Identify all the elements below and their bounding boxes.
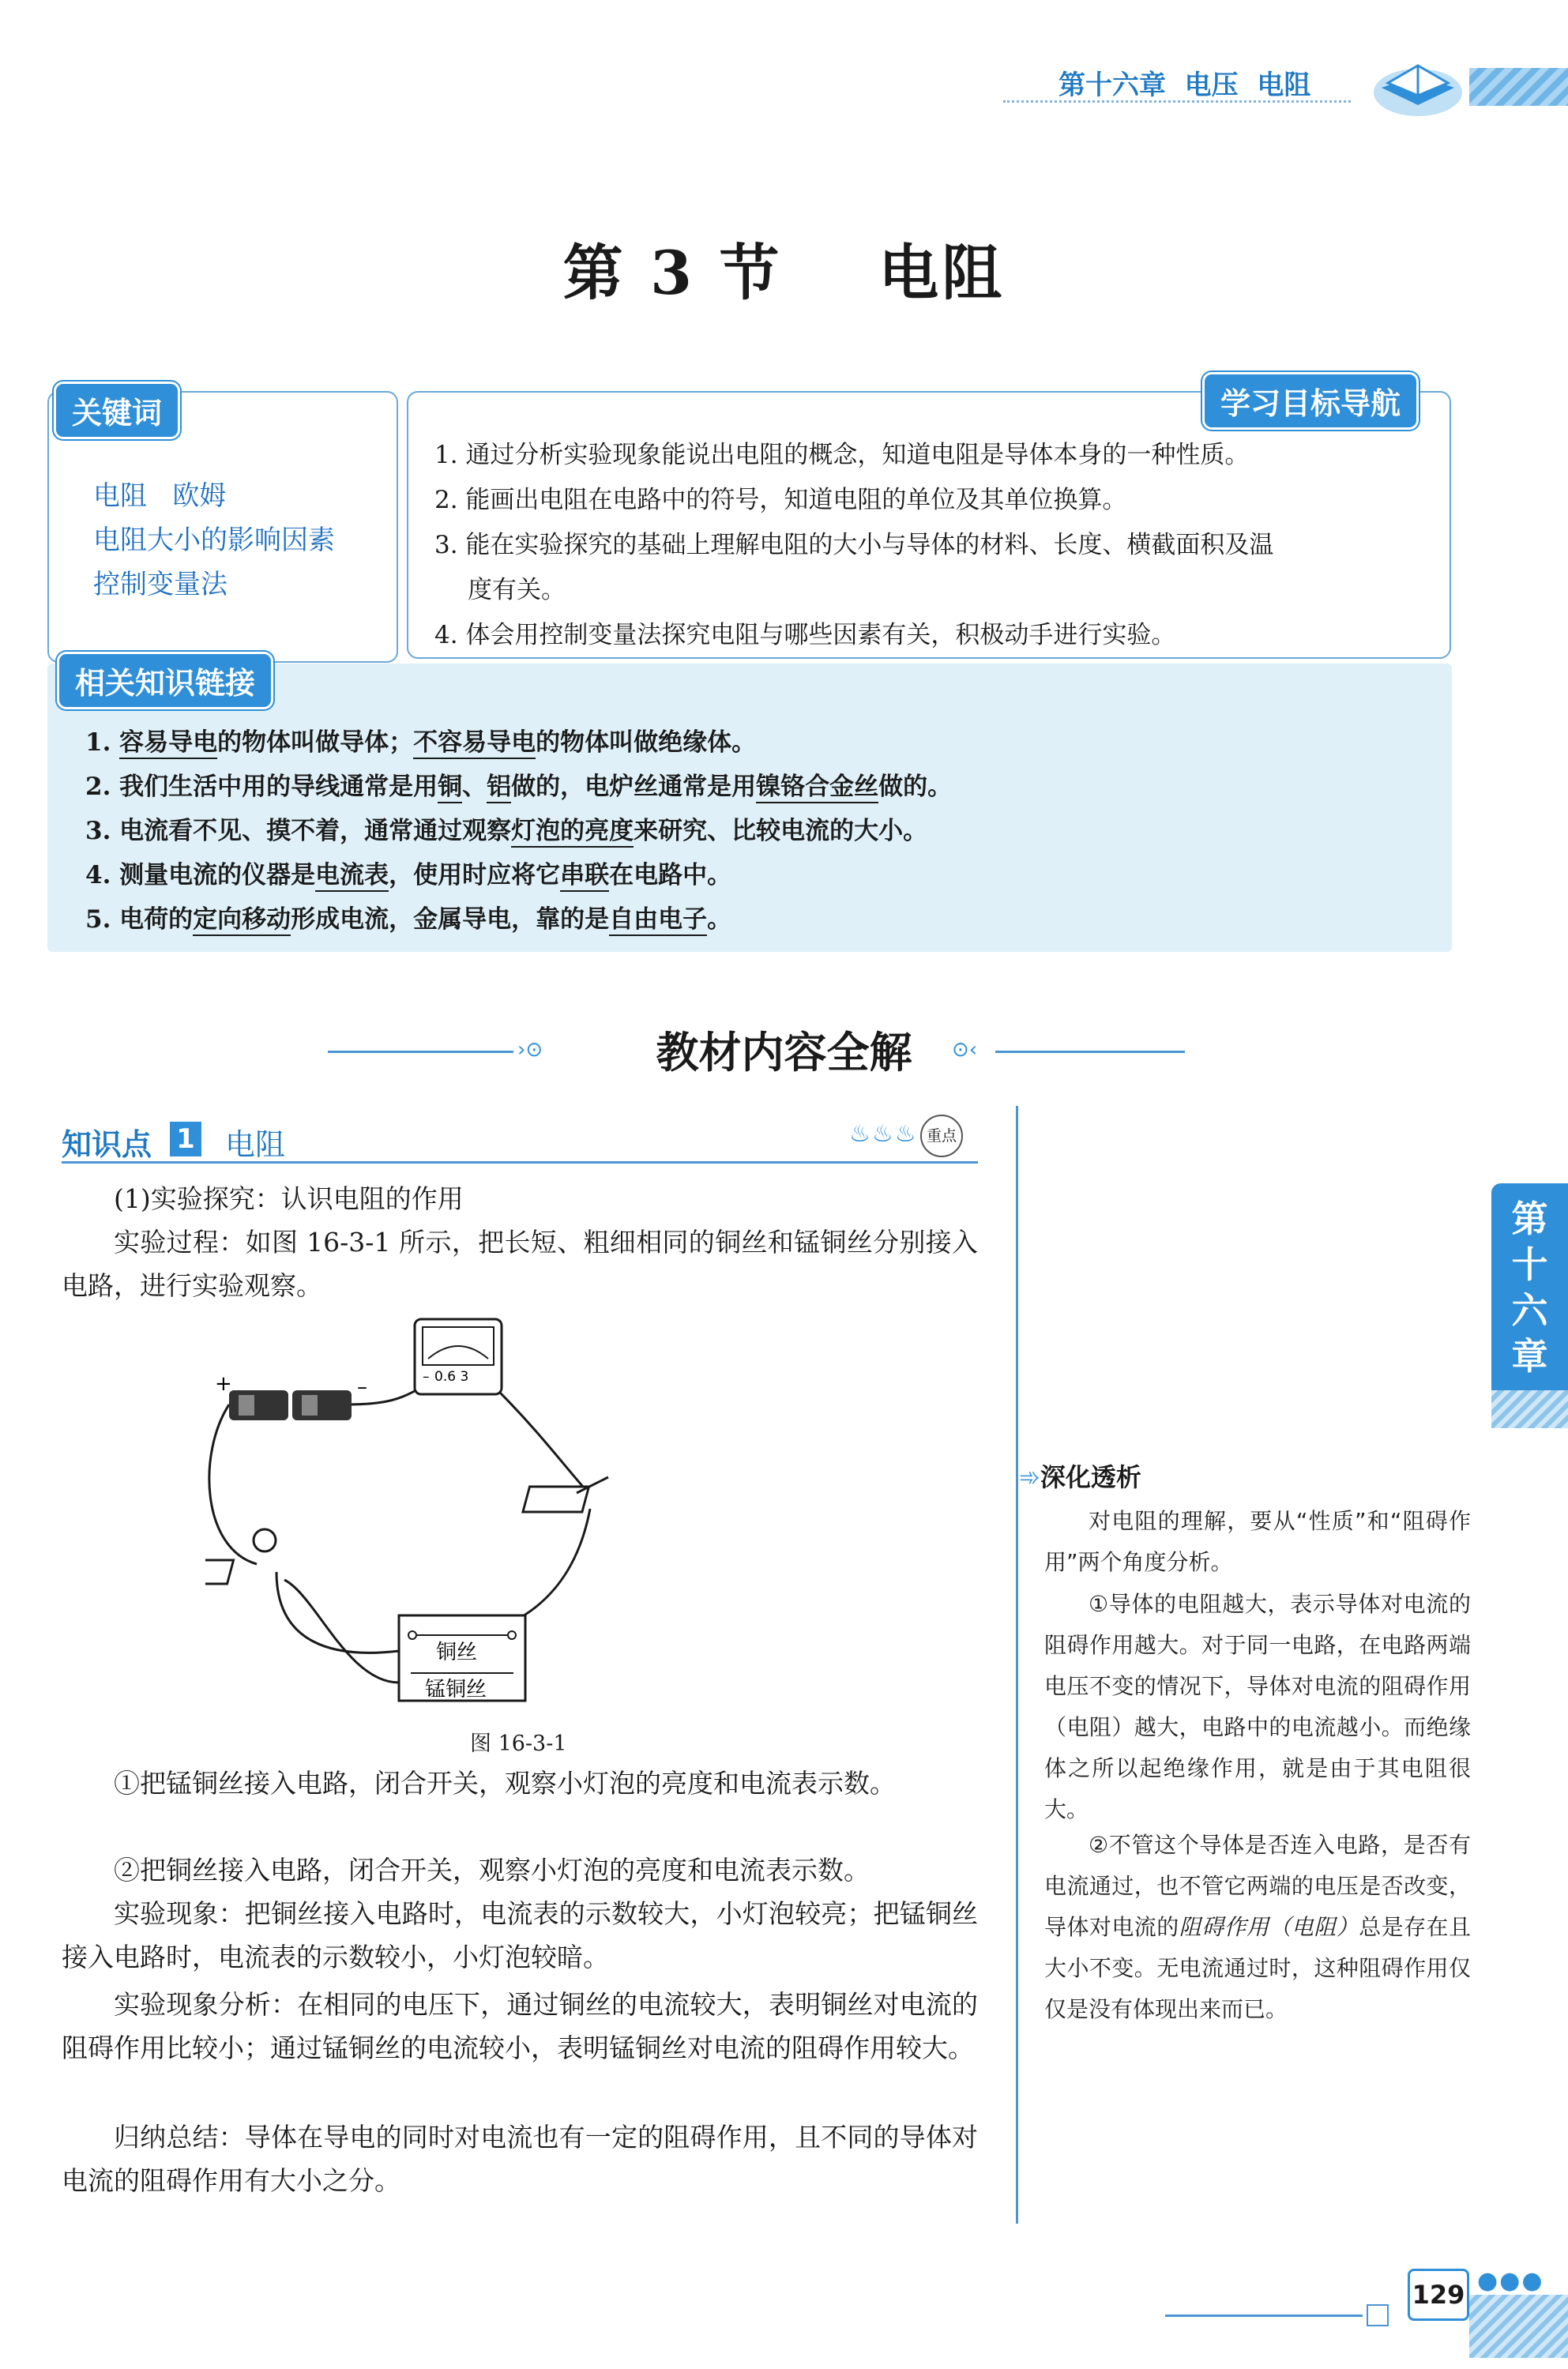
goal-item: 3. 能在实验探究的基础上理解电阻的大小与导体的材料、长度、横截面积及温 — [434, 531, 1274, 559]
battery-icon — [229, 1390, 352, 1420]
key-point-badge: 重点 — [920, 1115, 963, 1157]
goal-item-continued: 度有关。 — [468, 576, 566, 604]
section-title: 第 3 节 电阻 — [562, 238, 1006, 308]
manganin-wire-label: 锰铜丝 — [425, 1678, 487, 1702]
keyword-item: 电阻大小的影响因素 — [93, 525, 335, 556]
body-paragraph: ②把铜丝接入电路，闭合开关，观察小灯泡的亮度和电流表示数。 — [114, 1855, 870, 1886]
arrow-right-icon: ›⊙ — [517, 1038, 543, 1062]
header-decor-bar — [1469, 68, 1568, 106]
related-tag: 相关知识链接 — [57, 652, 273, 709]
body-paragraph: ①把锰铜丝接入电路，闭合开关，观察小灯泡的亮度和电流表示数。 — [114, 1768, 896, 1799]
body-paragraph: (1)实验探究：认识电阻的作用 — [114, 1183, 464, 1214]
column-divider — [1016, 1106, 1018, 2224]
keywords-tag: 关键词 — [54, 382, 180, 439]
related-item: 3. 电流看不见、摸不着，通常通过观察灯泡的亮度来研究、比较电流的大小。 — [85, 809, 952, 853]
related-list — [85, 720, 952, 942]
knowledge-point-number: 1 — [170, 1122, 201, 1156]
body-paragraph: 实验现象：把铜丝接入电路时，电流表的示数较大，小灯泡较亮；把锰铜丝接入电路时，电流表的示数较小，小灯泡较暗。 — [62, 1898, 978, 1972]
book-icon — [1371, 43, 1465, 118]
knowledge-point-name: 电阻 — [225, 1127, 286, 1162]
body-paragraph: 归纳总结：导体在导电的同时对电流也有一定的阻碍作用，且不同的导体对电流的阻碍作用有大小之分。 — [62, 2122, 978, 2196]
knowledge-point-label: 知识点 — [62, 1127, 152, 1162]
battery-minus: – — [357, 1375, 367, 1399]
ammeter-minus: – — [423, 1369, 430, 1385]
keywords-list — [93, 474, 335, 607]
footer-dots-icon: ●●● — [1477, 2267, 1544, 2295]
sidebar-title: ➾深化透析 — [1019, 1462, 1141, 1492]
double-arrow-icon: ➾ — [1019, 1462, 1040, 1492]
sidebar-paragraph: ②不管这个导体是否连入电路，是否有电流通过，也不管它两端的电压是否改变，导体对电流的阻碍作用（电阻）总是存在且大小不变。无电流通过时，这种阻碍作用仅仅是没有体现出来而已。 — [1044, 1832, 1471, 2022]
related-item: 1. 容易导电的物体叫做导体；不容易导电的物体叫做绝缘体。 — [85, 720, 952, 765]
body-paragraph: 实验过程：如图 16-3-1 所示，把长短、粗细相同的铜丝和锰铜丝分别接入电路，进行实验观察。 — [62, 1227, 978, 1301]
goals-list — [434, 433, 1438, 658]
chapter-tab-label: 第十六章 — [1511, 1198, 1548, 1378]
page-number: 129 — [1408, 2269, 1469, 2321]
running-header: 第十六章 电压 电阻 — [1058, 70, 1311, 101]
sidebar-paragraph: 对电阻的理解，要从“性质”和“阻碍作用”两个角度分析。 — [1044, 1508, 1471, 1575]
keyword-item: 控制变量法 — [93, 569, 227, 600]
copper-wire-label: 铜丝 — [436, 1641, 478, 1664]
chapter-tab — [1491, 1183, 1568, 1420]
related-item: 2. 我们生活中用的导线通常是用铜、铝做的，电炉丝通常是用镍铬合金丝做的。 — [85, 765, 952, 809]
sidebar-paragraph: ①导体的电阻越大，表示导体对电流的阻碍作用越大。对于同一电路，在电路两端电压不变的情况下，导体对电流的阻碍作用（电阻）越大，电路中的电流越小。而绝缘体之所以起绝缘作用，就是由于其电阻很大。 — [1044, 1591, 1471, 1822]
footer-rule — [1165, 2314, 1363, 2317]
goal-item: 2. 能画出电阻在电路中的符号，知道电阻的单位及其单位换算。 — [434, 486, 1127, 514]
content-section-title: 教材内容全解 — [656, 1028, 912, 1077]
related-item: 4. 测量电流的仪器是电流表，使用时应将它串联在电路中。 — [85, 853, 952, 897]
difficulty-flame-icons: ♨♨♨ — [849, 1120, 918, 1148]
arrow-left-icon: ⊙‹ — [952, 1038, 978, 1062]
footer-decor — [1469, 2295, 1568, 2358]
ammeter-icon — [415, 1319, 502, 1394]
chapter-tab-decor — [1491, 1390, 1568, 1428]
circuit-figure — [205, 1311, 648, 1706]
section-rule-right — [995, 1051, 1185, 1053]
switch-icon — [523, 1477, 608, 1512]
body-paragraph: 实验现象分析：在相同的电压下，通过铜丝的电流较大，表明铜丝对电流的阻碍作用比较小；通过锰铜丝的电流较小，表明锰铜丝对电流的阻碍作用较大。 — [62, 1989, 978, 2063]
footer-square — [1367, 2304, 1389, 2326]
battery-plus: + — [215, 1372, 232, 1396]
goals-tag: 学习目标导航 — [1202, 372, 1419, 430]
related-item: 5. 电荷的定向移动形成电流，金属导电，靠的是自由电子。 — [85, 897, 952, 942]
ammeter-scale: 0.6 3 — [434, 1369, 469, 1385]
figure-caption: 图 16-3-1 — [470, 1732, 567, 1756]
goal-item: 4. 体会用控制变量法探究电阻与哪些因素有关，积极动手进行实验。 — [434, 621, 1176, 649]
goal-item: 1. 通过分析实验现象能说出电阻的概念，知道电阻是导体本身的一种性质。 — [434, 441, 1250, 469]
keyword-item: 电阻 欧姆 — [93, 480, 227, 512]
